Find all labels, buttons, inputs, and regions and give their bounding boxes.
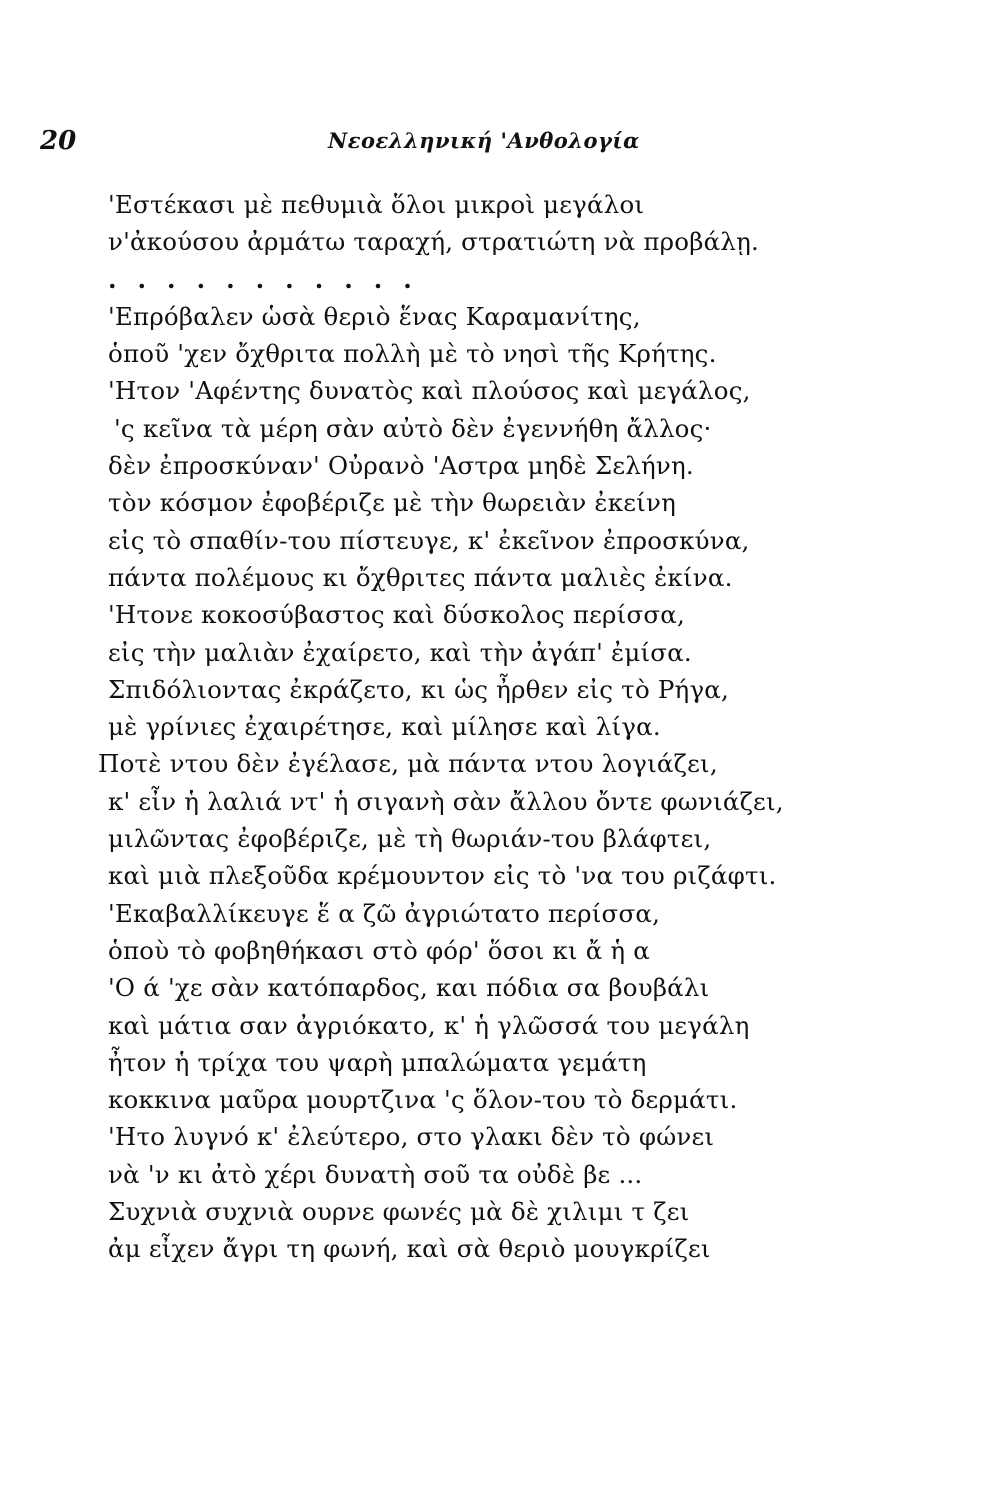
verse-line: ὁποὺ τὸ φοβηθήκασι στὸ φόρ' ὅσοι κι ἄ ἡ α — [108, 935, 651, 965]
verse-line: εἰς τὸ σπαθίν-του πίστευγε, κ' ἐκεῖνον ἐπροσκύνα, — [108, 525, 750, 555]
verse-line: καὶ μιὰ πλεξοῦδα κρέμουντον εἰς τὸ 'να του ριζάφτι. — [108, 861, 777, 891]
verse-line: Ποτὲ ντου δὲν ἐγέλασε, μὰ πάντα ντου λογιάζει, — [98, 749, 718, 779]
running-title: Νεοελληνική 'Ανθολογία — [328, 128, 640, 153]
verse-line: ὁποῦ 'χεν ὄχθριτα πολλὴ μὲ τὸ νησὶ τῆς Κρήτης. — [108, 339, 717, 369]
verse-line: μὲ γρίνιες ἐχαιρέτησε, καὶ μίλησε καὶ λίγα. — [108, 712, 661, 742]
page-number: 20 — [40, 126, 77, 156]
verse-line: Σπιδόλιοντας ἐκράζετο, κι ὡς ἦρθεν εἰς τὸ Ρήγα, — [108, 674, 730, 704]
verse-line: νὰ 'ν κι ἀτὸ χέρι δυνατὴ σοῦ τα οὐδὲ βε ... — [108, 1159, 643, 1189]
verse-line: ἀμ εἶχεν ἄγρι τη φωνή, καὶ σὰ θεριὸ μουγκρίζει — [108, 1234, 711, 1264]
verse-line: 'Ητον 'Αφέντης δυνατὸς καὶ πλούσος καὶ μεγάλος, — [108, 376, 751, 406]
verse-line: 'Εκαβαλλίκευγε ἕ α ζῶ ἀγριώτατο περίσσα, — [108, 898, 661, 928]
verse-line: κ' εἶν ἡ λαλιά ντ' ἡ σιγανὴ σὰν ἄλλου ὄντε φωνιάζει, — [108, 786, 784, 816]
verse-line: ν'ἀκούσου ἀρμάτω ταραχή, στρατιώτη νὰ προβάλῃ. — [108, 227, 759, 257]
ellipsis-line: ........... — [108, 264, 433, 294]
verse-line: 'Εστέκασι μὲ πεθυμιὰ ὅλοι μικροὶ μεγάλοι — [108, 190, 645, 219]
verse-line: κοκκινα μαῦρα μουρτζινα 'ς ὅλον-του τὸ δερμάτι. — [108, 1085, 738, 1115]
verse-line: 'Επρόβαλεν ὡσὰ θεριὸ ἕνας Καραμανίτης, — [108, 301, 641, 331]
verse-line: 'Ητονε κοκοσύβαστος καὶ δύσκολος περίσσα, — [108, 600, 686, 630]
verse-line: πάντα πολέμους κι ὄχθριτες πάντα μαλιὲς ἐκίνα. — [108, 562, 733, 592]
verse-line: τὸν κόσμον ἐφοβέριζε μὲ τὴν θωρειὰν ἐκείνη — [108, 488, 676, 518]
verse-line: 'Ο ά 'χε σὰν κατόπαρδος, και πόδια σα βουβάλι — [108, 973, 710, 1003]
poem-text — [98, 186, 868, 1268]
verse-line: ἦτον ἡ τρίχα του ψαρὴ μπαλώματα γεμάτη — [108, 1047, 647, 1077]
verse-line: δὲν ἐπροσκύναν' Οὐρανὸ 'Αστρα μηδὲ Σελήνη. — [108, 451, 694, 481]
verse-line: 'Ητο λυγνό κ' ἐλεύτερο, στο γλακι δὲν τὸ φώνει — [108, 1122, 715, 1152]
verse-line: Συχνιὰ συχνιὰ ουρνε φωνές μὰ δὲ χιλιμι τ ζει — [108, 1197, 690, 1227]
verse-line: 'ς κεῖνα τὰ μέρη σὰν αὐτὸ δὲν ἐγεννήθη ἄλλος· — [114, 413, 712, 443]
verse-line: μιλῶντας ἐφοβέριζε, μὲ τὴ θωριάν-του βλάφτει, — [108, 824, 712, 854]
verse-line: εἰς τὴν μαλιὰν ἐχαίρετο, καὶ τὴν ἀγάπ' ἐμίσα. — [108, 637, 692, 667]
verse-line: καὶ μάτια σαν ἀγριόκατο, κ' ἡ γλῶσσά του μεγάλη — [108, 1010, 750, 1040]
